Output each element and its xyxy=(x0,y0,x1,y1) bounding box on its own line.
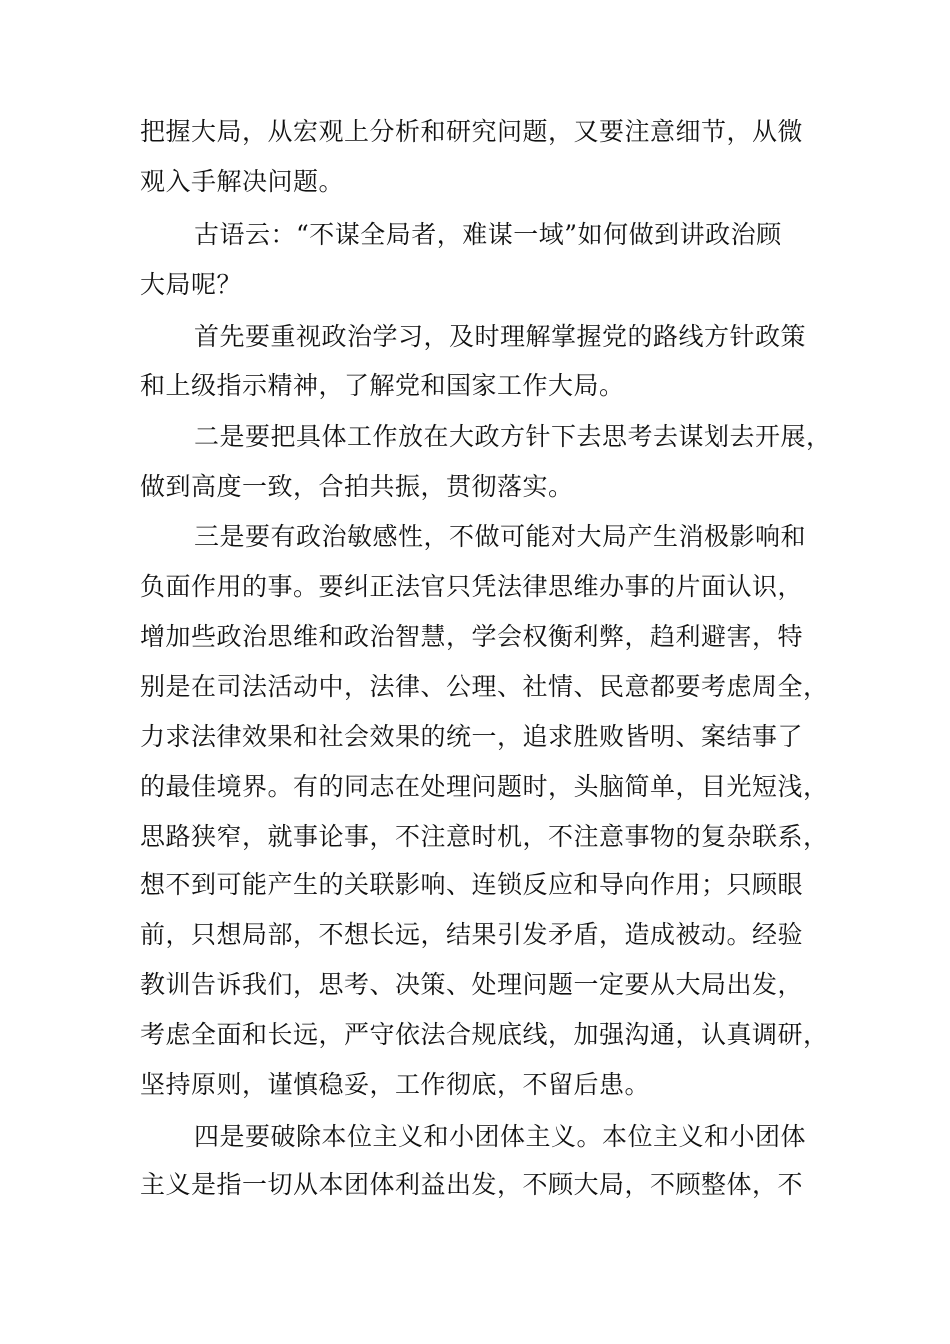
text-line: 前，只想局部，不想长远，结果引发矛盾，造成被动。经验 xyxy=(140,920,804,949)
text-line: 思路狭窄，就事论事，不注意时机，不注意事物的复杂联系， xyxy=(140,822,829,851)
text-line: 的最佳境界。有的同志在处理问题时，头脑简单，目光短浅， xyxy=(140,772,829,801)
text-line: 力求法律效果和社会效果的统一，追求胜败皆明、案结事了 xyxy=(140,722,804,751)
text-line: 把握大局，从宏观上分析和研究问题，又要注意细节，从微 xyxy=(140,117,804,146)
text-line: 观入手解决问题。 xyxy=(140,167,345,196)
text-line: 增加些政治思维和政治智慧，学会权衡利弊，趋利避害，特 xyxy=(140,622,804,651)
text-line: 主义是指一切从本团体利益出发，不顾大局，不顾整体，不 xyxy=(140,1170,804,1199)
text-line: 坚持原则，谨慎稳妥，工作彻底，不留后患。 xyxy=(140,1070,651,1099)
paragraph-start-line: 古语云：“不谋全局者，难谋一域”如何做到讲政治顾 xyxy=(194,220,782,249)
text-line: 做到高度一致，合拍共振，贯彻落实。 xyxy=(140,472,574,501)
text-line: 别是在司法活动中，法律、公理、社情、民意都要考虑周全， xyxy=(140,672,829,701)
paragraph-start-line: 二是要把具体工作放在大政方针下去思考去谋划去开展， xyxy=(194,422,832,451)
paragraph-start-line: 首先要重视政治学习，及时理解掌握党的路线方针政策 xyxy=(194,322,807,351)
text-line: 负面作用的事。要纠正法官只凭法律思维办事的片面认识， xyxy=(140,572,804,601)
text-line: 大局呢？ xyxy=(140,270,243,299)
text-line: 想不到可能产生的关联影响、连锁反应和导向作用；只顾眼 xyxy=(140,870,804,899)
paragraph-start-line: 三是要有政治敏感性，不做可能对大局产生消极影响和 xyxy=(194,522,807,551)
paragraph-start-line: 四是要破除本位主义和小团体主义。本位主义和小团体 xyxy=(194,1122,807,1151)
text-line: 教训告诉我们，思考、决策、处理问题一定要从大局出发， xyxy=(140,970,804,999)
text-line: 考虑全面和长远，严守依法合规底线，加强沟通，认真调研， xyxy=(140,1020,829,1049)
text-line: 和上级指示精神，了解党和国家工作大局。 xyxy=(140,371,625,400)
